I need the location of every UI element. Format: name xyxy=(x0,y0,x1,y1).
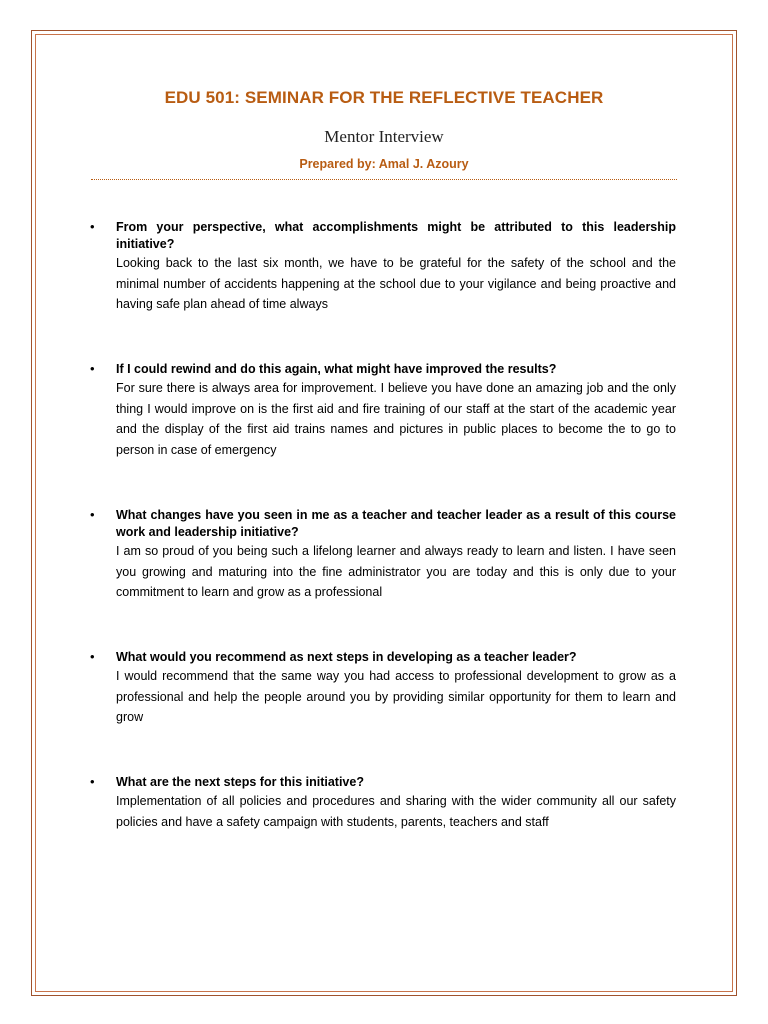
question-text: What are the next steps for this initiative? xyxy=(116,775,364,789)
question-text: From your perspective, what accomplishments might be attributed to this leadership initiative? xyxy=(116,220,676,251)
document-subtitle: Mentor Interview xyxy=(324,127,444,146)
bullet-icon: • xyxy=(90,219,95,234)
qa-item-4 xyxy=(90,649,676,728)
question-text: What would you recommend as next steps in developing as a teacher leader? xyxy=(116,650,577,664)
bullet-icon: • xyxy=(90,774,95,789)
qa-item-1 xyxy=(90,219,676,315)
dotted-divider xyxy=(91,179,677,180)
answer-text: For sure there is always area for improvement. I believe you have done an amazing job and the only thing I would improve on is the first aid and fire training of our staff at the start of the academic year and the display of the first aid trains names and pictures in public places to become the to go to person in case of emergency xyxy=(116,381,676,457)
answer-text: Looking back to the last six month, we have to be grateful for the safety of the school and the minimal number of accidents happening at the school due to your vigilance and being proactive and having safe plan ahead of time always xyxy=(116,256,676,311)
bullet-icon: • xyxy=(90,507,95,522)
answer-text: Implementation of all policies and procedures and sharing with the wider community all our safety policies and have a safety campaign with students, parents, teachers and staff xyxy=(116,794,676,829)
answer-text: I am so proud of you being such a lifelong learner and always ready to learn and listen. I have seen you growing and maturing into the fine administrator you are today and this is only due to your commitment to learn and grow as a professional xyxy=(116,544,676,599)
document-title: EDU 501: SEMINAR FOR THE REFLECTIVE TEACHER xyxy=(164,88,604,107)
prepared-by: Prepared by: Amal J. Azoury xyxy=(299,157,469,171)
qa-item-3 xyxy=(90,507,676,603)
qa-item-2 xyxy=(90,361,676,460)
answer-text: I would recommend that the same way you had access to professional development to grow as a professional and help the people around you by providing similar opportunity for them to learn and grow xyxy=(116,669,676,724)
bullet-icon: • xyxy=(90,361,95,376)
bullet-icon: • xyxy=(90,649,95,664)
question-text: If I could rewind and do this again, what might have improved the results? xyxy=(116,362,557,376)
qa-item-5 xyxy=(90,774,676,832)
question-text: What changes have you seen in me as a teacher and teacher leader as a result of this course work and leadership initiative? xyxy=(116,508,676,539)
